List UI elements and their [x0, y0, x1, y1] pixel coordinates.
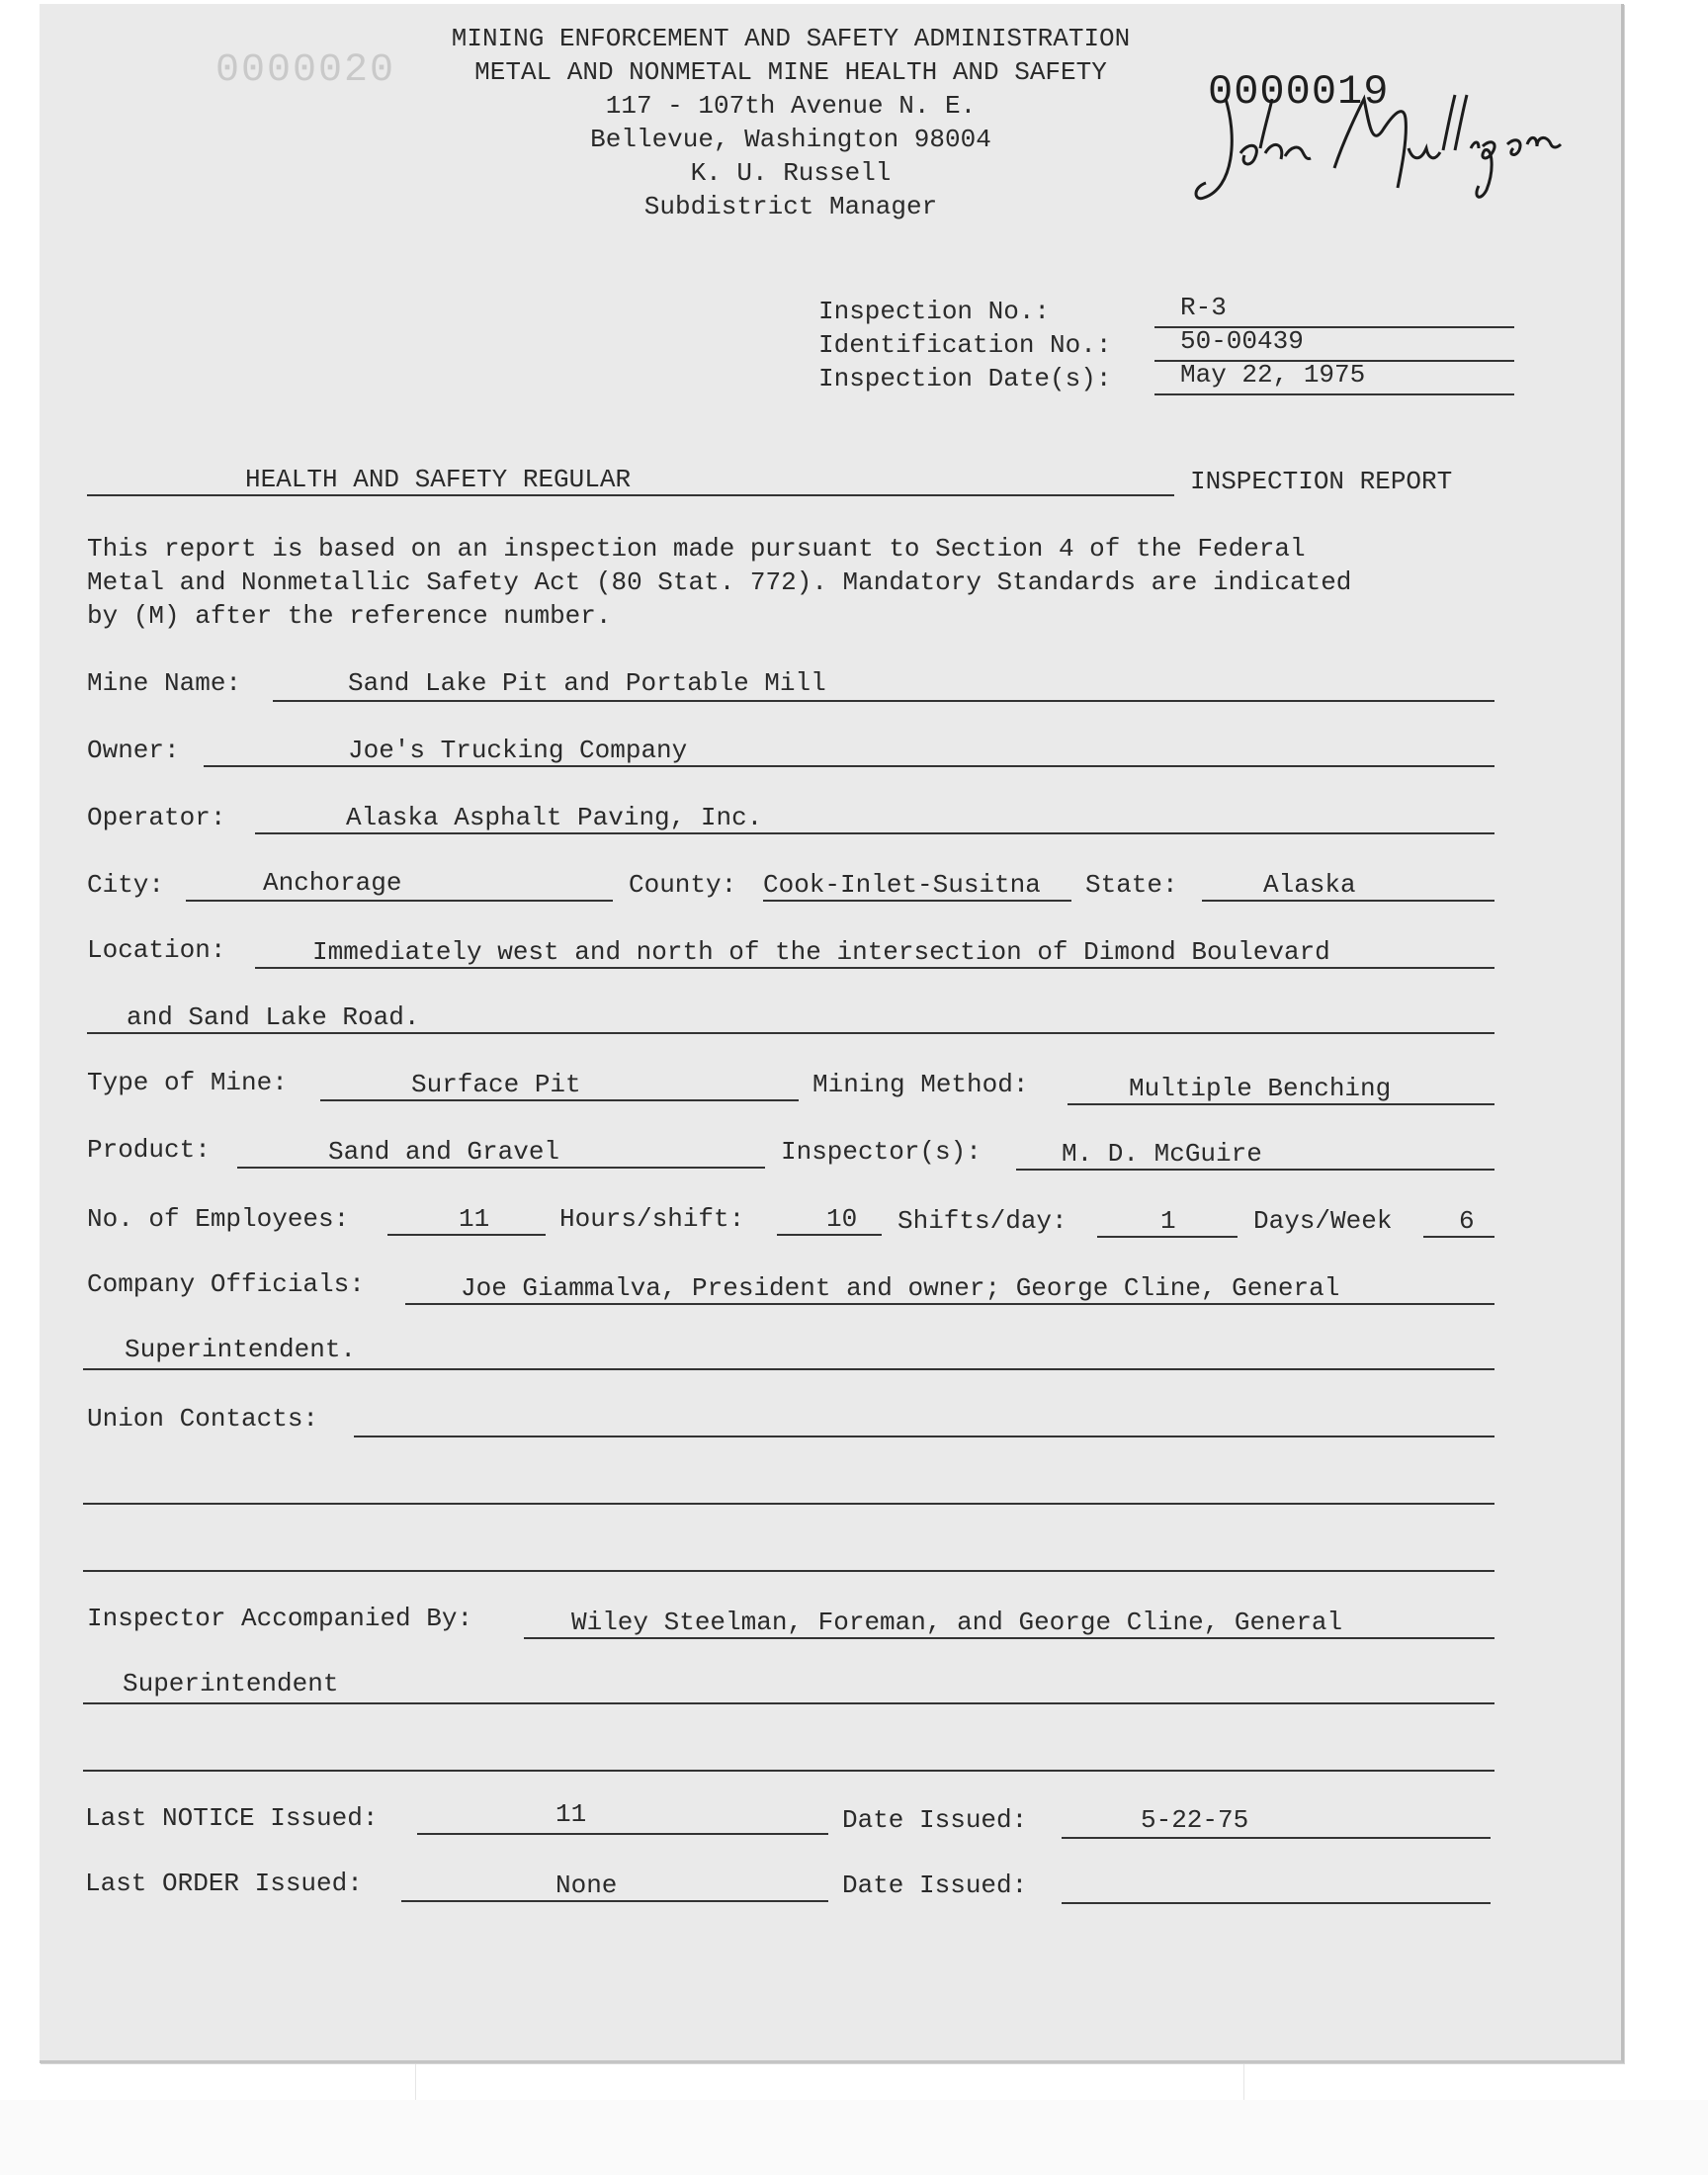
operator-label: Operator:	[87, 803, 226, 832]
type-of-mine-label: Type of Mine:	[87, 1068, 288, 1097]
union-contacts-line-1	[354, 1436, 1494, 1437]
page-number-stamp: 0000019	[1208, 68, 1390, 116]
accompanied-value-1: Wiley Steelman, Foreman, and George Cline, General	[571, 1608, 1343, 1637]
accompanied-label: Inspector Accompanied By:	[87, 1604, 473, 1633]
owner-line	[204, 765, 1494, 767]
accompanied-line-1	[524, 1637, 1494, 1639]
county-value: Cook-Inlet-Susitna	[763, 870, 1041, 900]
state-label: State:	[1085, 870, 1178, 900]
officials-line-2	[83, 1368, 1494, 1370]
union-contacts-line-3	[83, 1570, 1494, 1572]
product-label: Product:	[87, 1135, 211, 1165]
last-notice-line	[417, 1833, 828, 1835]
inspection-date-label: Inspection Date(s):	[818, 364, 1112, 393]
product-value: Sand and Gravel	[328, 1137, 560, 1167]
scan-margin	[0, 2100, 1708, 2175]
inspection-no-label: Inspection No.:	[818, 297, 1051, 326]
accompanied-line-2	[83, 1702, 1494, 1704]
county-line	[763, 900, 1071, 902]
division-name: METAL AND NONMETAL MINE HEALTH AND SAFETY	[474, 57, 1107, 87]
days-label: Days/Week	[1253, 1206, 1393, 1236]
mine-name-value: Sand Lake Pit and Portable Mill	[348, 668, 826, 698]
inspectors-value: M. D. McGuire	[1062, 1139, 1262, 1169]
notice-date-value: 5-22-75	[1141, 1805, 1249, 1835]
operator-value: Alaska Asphalt Paving, Inc.	[346, 803, 763, 832]
last-notice-value: 11	[555, 1799, 587, 1829]
faded-page-stamp: 0000020	[215, 48, 396, 93]
location-value-2: and Sand Lake Road.	[127, 1002, 420, 1032]
agency-name: MINING ENFORCEMENT AND SAFETY ADMINISTRATION	[451, 24, 1131, 53]
inspection-date-value: May 22, 1975	[1180, 360, 1366, 390]
inspectors-line	[1016, 1169, 1494, 1171]
hours-label: Hours/shift:	[559, 1204, 745, 1234]
type-of-mine-line	[320, 1099, 799, 1101]
last-order-label: Last ORDER Issued:	[85, 1869, 363, 1898]
manager-name: K. U. Russell	[690, 158, 892, 188]
report-type: HEALTH AND SAFETY REGULAR	[245, 465, 632, 494]
city-line	[186, 900, 613, 902]
mine-name-label: Mine Name:	[87, 668, 242, 698]
order-date-line	[1062, 1902, 1491, 1904]
last-notice-label: Last NOTICE Issued:	[85, 1803, 379, 1833]
notice-date-label: Date Issued:	[842, 1805, 1028, 1835]
employees-label: No. of Employees:	[87, 1204, 350, 1234]
state-value: Alaska	[1263, 870, 1356, 900]
mining-method-value: Multiple Benching	[1129, 1074, 1392, 1103]
hours-value: 10	[826, 1204, 858, 1234]
days-value: 6	[1459, 1206, 1475, 1236]
manager-title: Subdistrict Manager	[643, 192, 938, 221]
intro-line-1: This report is based on an inspection made pursuant to Section 4 of the Federal	[87, 534, 1306, 564]
officials-line-1	[405, 1303, 1494, 1305]
order-date-label: Date Issued:	[842, 1870, 1028, 1900]
state-line	[1202, 900, 1494, 902]
officials-value-1: Joe Giammalva, President and owner; George Cline, General	[461, 1273, 1340, 1303]
shifts-label: Shifts/day:	[897, 1206, 1068, 1236]
mining-method-line	[1068, 1103, 1494, 1105]
location-label: Location:	[87, 935, 226, 965]
shifts-value: 1	[1160, 1206, 1176, 1236]
handwritten-signature	[1186, 79, 1601, 227]
identification-no-label: Identification No.:	[818, 330, 1112, 360]
fold-mark	[1243, 2064, 1244, 2100]
employees-value: 11	[459, 1204, 490, 1234]
identification-no-value: 50-00439	[1180, 326, 1304, 356]
report-title: INSPECTION REPORT	[1190, 467, 1453, 496]
street-address: 117 - 107th Avenue N. E.	[605, 91, 977, 121]
location-value-1: Immediately west and north of the intersection of Dimond Boulevard	[312, 937, 1330, 967]
inspection-date-line	[1154, 393, 1514, 395]
city-address: Bellevue, Washington 98004	[590, 125, 991, 154]
officials-label: Company Officials:	[87, 1269, 365, 1299]
location-line-1	[255, 967, 1494, 969]
employees-line	[387, 1234, 546, 1236]
city-label: City:	[87, 870, 165, 900]
type-of-mine-value: Surface Pit	[411, 1070, 581, 1099]
location-line-2	[87, 1032, 1494, 1034]
notice-date-line	[1062, 1837, 1491, 1839]
fold-mark	[415, 2064, 416, 2100]
last-order-line	[401, 1900, 828, 1902]
union-contacts-line-2	[83, 1503, 1494, 1505]
product-line	[237, 1167, 765, 1169]
county-label: County:	[629, 870, 737, 900]
days-line	[1423, 1236, 1494, 1238]
mine-name-line	[273, 700, 1494, 702]
owner-label: Owner:	[87, 736, 180, 765]
mining-method-label: Mining Method:	[812, 1070, 1029, 1099]
operator-line	[255, 832, 1494, 834]
intro-line-2: Metal and Nonmetallic Safety Act (80 Stat. 772). Mandatory Standards are indicated	[87, 567, 1352, 597]
hours-line	[777, 1234, 882, 1236]
intro-line-3: by (M) after the reference number.	[87, 601, 612, 631]
city-value: Anchorage	[263, 868, 402, 898]
inspection-no-value: R-3	[1180, 293, 1227, 322]
report-type-line	[87, 494, 1174, 496]
inspectors-label: Inspector(s):	[781, 1137, 982, 1167]
accompanied-line-3	[83, 1770, 1494, 1772]
owner-value: Joe's Trucking Company	[348, 736, 688, 765]
last-order-value: None	[555, 1870, 618, 1900]
shifts-line	[1097, 1236, 1238, 1238]
accompanied-value-2: Superintendent	[123, 1669, 339, 1698]
officials-value-2: Superintendent.	[125, 1335, 357, 1364]
union-contacts-label: Union Contacts:	[87, 1404, 319, 1434]
